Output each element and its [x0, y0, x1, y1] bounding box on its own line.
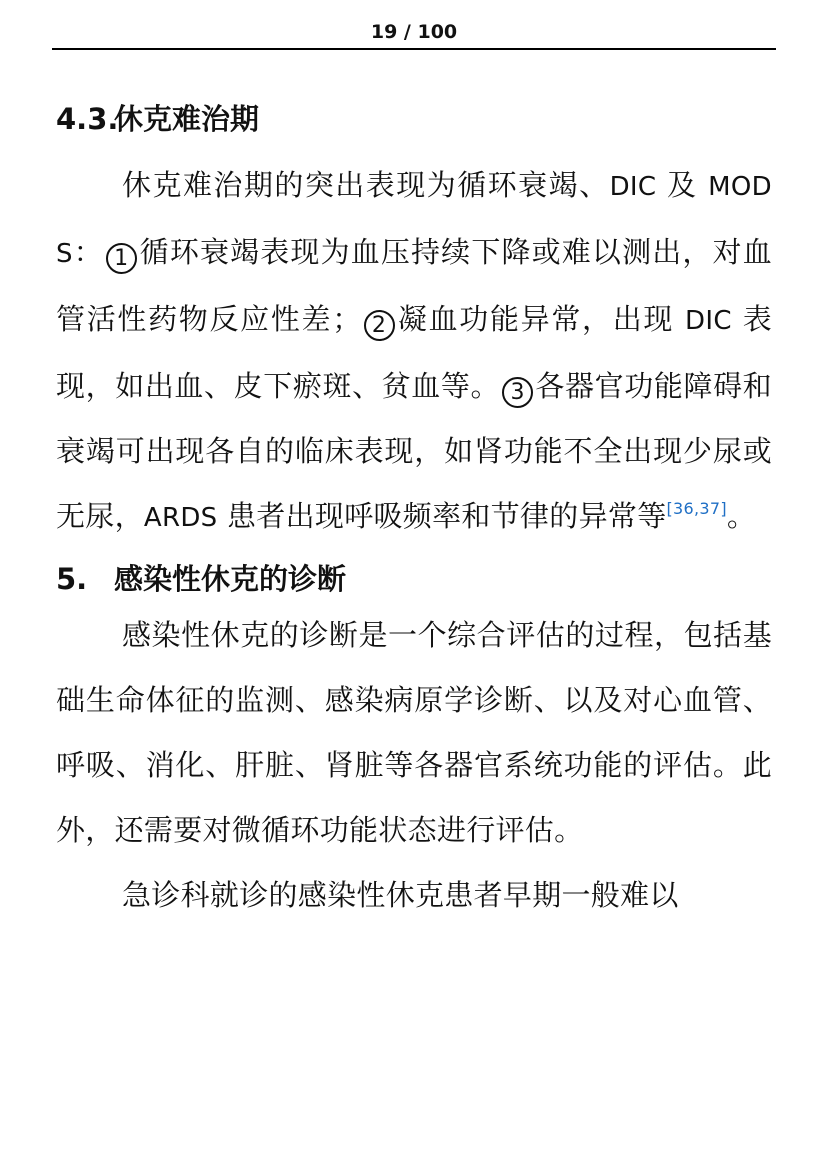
text-run: ARDS: [143, 503, 218, 533]
text-run: 及: [656, 168, 709, 202]
text-run: 。: [726, 499, 757, 533]
section-heading-4-3: [56, 99, 772, 139]
text-run: DIC: [685, 306, 732, 336]
text-run: MODS: [56, 172, 772, 269]
section-title: 感染性休克的诊断: [114, 562, 347, 596]
section-title: 休克难治期: [114, 102, 260, 136]
paragraph-refractory-shock: [56, 153, 772, 551]
section-number: 4.3.: [56, 102, 119, 136]
text-run: DIC: [609, 172, 657, 202]
section-number: 5.: [56, 562, 88, 596]
paragraph-emergency: 急诊科就诊的感染性休克患者早期一般难以: [122, 878, 679, 912]
text-run: 休克难治期的突出表现为循环衰竭、: [122, 168, 610, 202]
text-run: 患者出现呼吸频率和节律的异常等: [217, 499, 667, 533]
text-run: 各器官功能障碍和衰竭可出现各自的临床表现，如肾功能不全出现少尿或无尿，: [56, 369, 772, 533]
document-body: [56, 90, 772, 928]
circled-number-2: 2: [364, 310, 395, 341]
page-header: [52, 18, 776, 50]
circled-number-1: 1: [106, 243, 137, 274]
text-run: 凝血功能异常，出现: [396, 302, 686, 336]
text-run: 循环衰竭表现为血压持续下降或难以测出，对血管活性药物反应性差；: [56, 235, 772, 336]
section-heading-5: [56, 559, 772, 599]
page-number: 19 / 100: [370, 21, 458, 43]
citation-link[interactable]: [36,37]: [666, 499, 727, 518]
paragraph-diagnosis: 感染性休克的诊断是一个综合评估的过程，包括基础生命体征的监测、感染病原学诊断、以及对心血管、呼吸、消化、肝脏、肾脏等各器官系统功能的评估。此外，还需要对微循环功能状态进行评估。: [56, 618, 772, 847]
circled-number-3: 3: [502, 377, 533, 408]
text-run: 表现，如出血、皮下瘀斑、贫血等。: [56, 302, 772, 403]
text-run: ：: [72, 235, 104, 269]
